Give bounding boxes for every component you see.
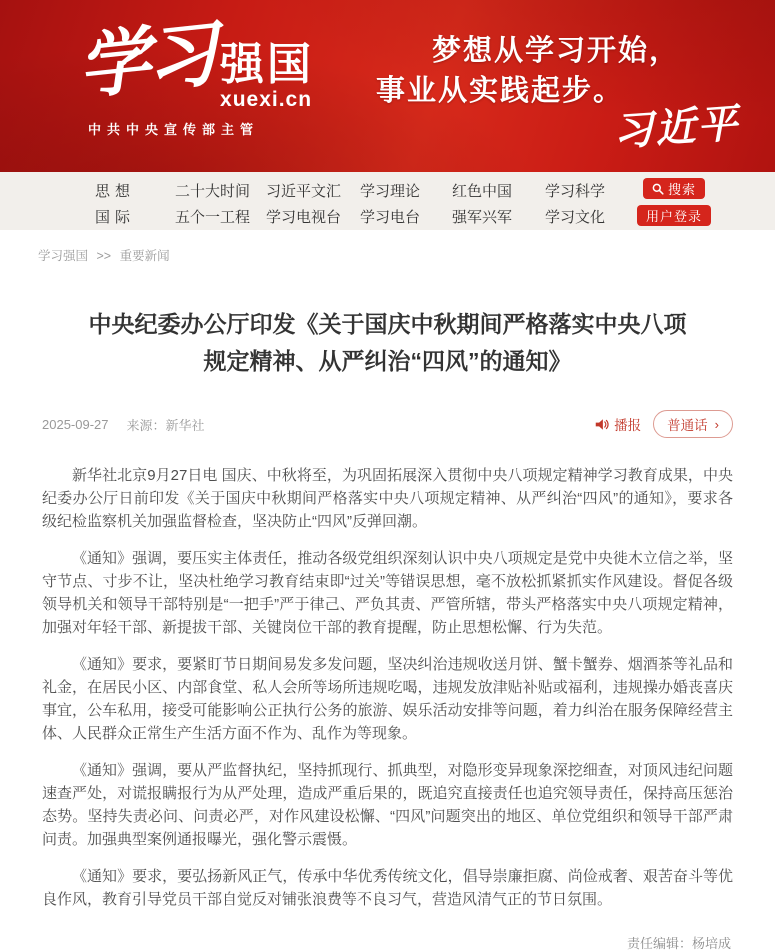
navbar bbox=[0, 172, 775, 230]
breadcrumb-separator: >> bbox=[96, 249, 112, 263]
slogan-line-2: 事业从实践起步。 bbox=[375, 73, 624, 107]
logo-bold-text: 强国 bbox=[220, 40, 315, 89]
article-date: 2025-09-27 bbox=[42, 416, 109, 432]
article-paragraph: 《通知》要求，要弘扬新风正气，传承中华优秀传统文化，倡导崇廉拒腐、尚俭戒奢、艰苦奋斗等优良作风，教育引导党员干部自觉反对铺张浪费等不良习气，营造风清气正的节日氛围。 bbox=[42, 868, 733, 908]
nav-buttons bbox=[637, 178, 711, 226]
editor-credit: 责任编辑：杨培成 bbox=[626, 936, 731, 951]
breadcrumb-site[interactable]: 学习强国 bbox=[38, 249, 89, 263]
logo-domain-text: xuexi.cn bbox=[220, 88, 313, 111]
signature-calligraphy: 习近平 bbox=[611, 99, 741, 156]
broadcast-button[interactable] bbox=[595, 414, 641, 434]
breadcrumb bbox=[38, 246, 775, 264]
article-meta-row bbox=[42, 410, 733, 438]
login-button[interactable] bbox=[637, 205, 711, 226]
nav-item-strong-army[interactable]: 强军兴军 bbox=[452, 209, 513, 226]
article-source: 来源：新华社 bbox=[126, 417, 205, 433]
article-body bbox=[42, 464, 733, 911]
article-paragraph: 《通知》强调，要压实主体责任，推动各级党组织深刻认识中央八项规定是党中央徙木立信之举，坚守节点、寸步不让，坚决杜绝学习教育结束即“过关”等错误思想，毫不放松抓紧抓实作风建设。督促各级领导机关和领导干部特别是“一把手”严于律己、严负其责、严管所辖，带头严格落实中央八项规定精神，加强对年轻干部、新提拔干部、关键岗位干部的教育提醒，防止思想松懈、行为失范。 bbox=[42, 550, 733, 636]
article-title: 中央纪委办公厅印发《关于国庆中秋期间严格落实中央八项规定精神、从严纠治“四风”的通知》 bbox=[88, 311, 687, 374]
article bbox=[42, 306, 733, 952]
dialect-label: 普通话 bbox=[667, 418, 708, 433]
nav-item-study-culture[interactable]: 学习文化 bbox=[545, 209, 606, 226]
search-icon bbox=[652, 183, 664, 195]
nav-item-study-radio[interactable]: 学习电台 bbox=[360, 209, 421, 226]
nav-item-thought[interactable]: 思想 bbox=[95, 183, 136, 200]
nav-item-xi-collection[interactable]: 习近平文汇 bbox=[266, 183, 342, 200]
speaker-icon bbox=[595, 418, 610, 431]
nav-item-study-tv[interactable]: 学习电视台 bbox=[266, 209, 342, 226]
nav-item-20th-congress[interactable]: 二十大时间 bbox=[175, 183, 251, 200]
site-banner bbox=[0, 0, 775, 172]
login-button-label: 用户登录 bbox=[645, 209, 702, 224]
nav-item-study-science[interactable]: 学习科学 bbox=[545, 183, 606, 200]
nav-item-international[interactable]: 国际 bbox=[95, 209, 136, 226]
logo-subtitle: 中共中央宣传部主管 bbox=[88, 122, 260, 137]
broadcast-label: 播报 bbox=[614, 418, 642, 433]
article-paragraph: 新华社北京9月27日电 国庆、中秋将至，为巩固拓展深入贯彻中央八项规定精神学习教育成果，中央纪委办公厅日前印发《关于国庆中秋期间严格落实中央八项规定精神、从严纠治“四风”的通知》，要求各级纪检监察机关加强监督检查，坚决防止“四风”反弹回潮。 bbox=[42, 467, 733, 530]
article-paragraph: 《通知》要求，要紧盯节日期间易发多发问题，坚决纠治违规收送月饼、蟹卡蟹券、烟酒茶等礼品和礼金，在居民小区、内部食堂、私人会所等场所违规吃喝，违规发放津贴补贴或福利，违规操办婚丧喜庆事宜，公车私用，接受可能影响公正执行公务的旅游、娱乐活动安排等问题，着力纠治在服务保障经营主体、人民群众正常生产生活方面不作为、乱作为等现象。 bbox=[42, 656, 733, 742]
dialect-select-button[interactable] bbox=[653, 410, 733, 438]
site-logo[interactable] bbox=[73, 10, 315, 112]
breadcrumb-section[interactable]: 重要新闻 bbox=[119, 249, 170, 263]
slogan-line-1: 梦想从学习开始， bbox=[431, 33, 680, 67]
nav-links bbox=[95, 180, 635, 228]
search-button[interactable] bbox=[643, 178, 705, 199]
nav-item-red-china[interactable]: 红色中国 bbox=[452, 183, 513, 200]
nav-item-five-one-project[interactable]: 五个一工程 bbox=[175, 209, 251, 226]
nav-item-study-theory[interactable]: 学习理论 bbox=[360, 183, 421, 200]
chevron-right-icon: › bbox=[714, 416, 719, 432]
article-paragraph: 《通知》强调，要从严监督执纪，坚持抓现行、抓典型，对隐形变异现象深挖细查，对顶风违纪问题速查严处，对谎报瞒报行为从严处理，造成严重后果的，既追究直接责任也追究领导责任，保持高压惩治态势。坚持失责必问、问责必严，对作风建设松懈、“四风”问题突出的地区、单位党组织和领导干部严肃问责。加强典型案例通报曝光，强化警示震慑。 bbox=[42, 762, 733, 848]
search-button-label: 搜索 bbox=[667, 182, 696, 197]
logo-calligraphy-text: 学习 bbox=[73, 10, 219, 109]
